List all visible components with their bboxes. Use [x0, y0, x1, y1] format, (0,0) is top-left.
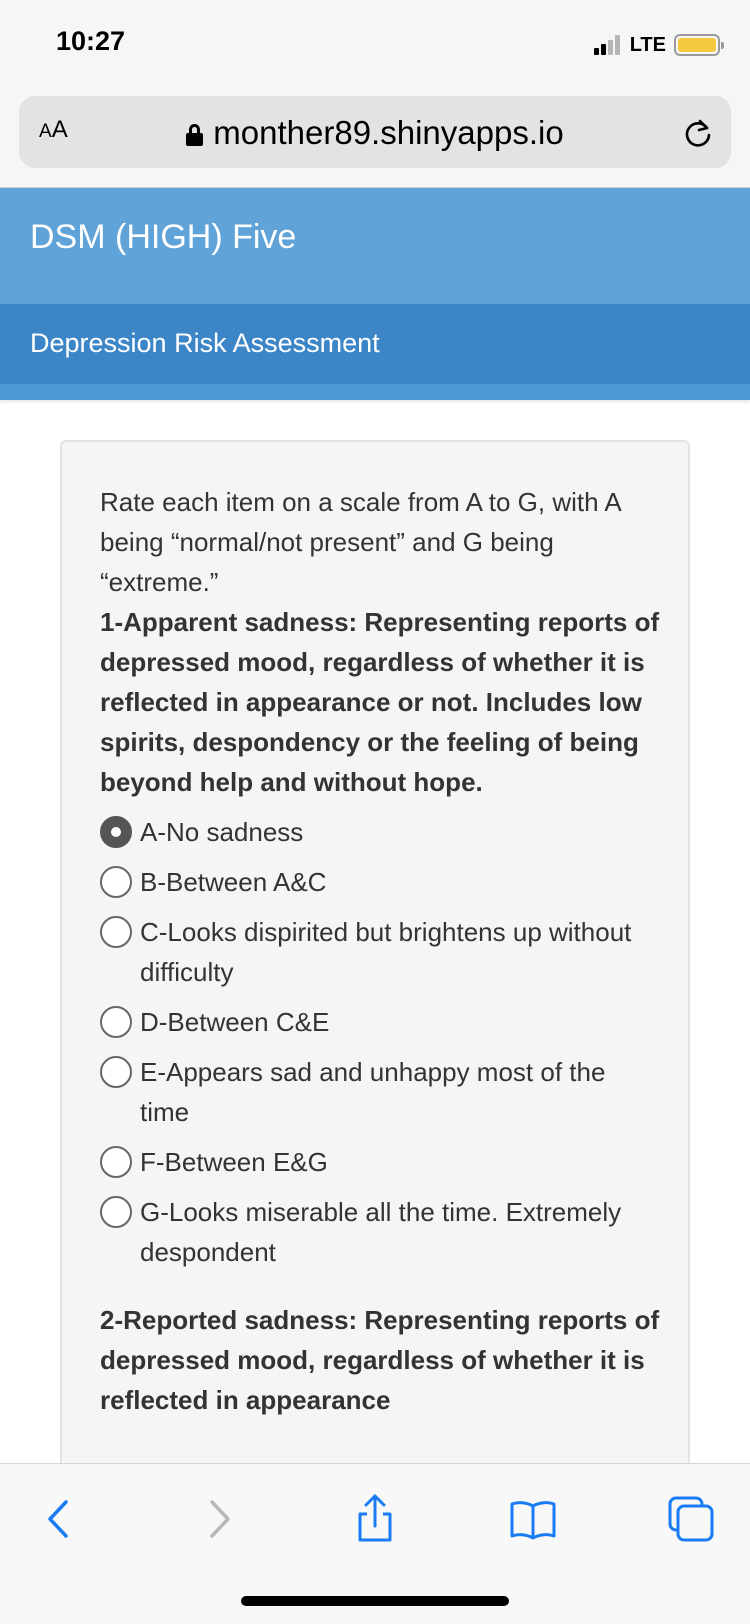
radio-button[interactable] [100, 816, 132, 848]
forward-icon[interactable] [194, 1494, 244, 1544]
radio-option-label: C-Looks dispirited but brightens up without difficulty [140, 917, 632, 987]
status-bar [0, 0, 750, 90]
home-indicator [241, 1596, 509, 1606]
question-1-radio-group [100, 812, 660, 1272]
navbar-divider [0, 384, 750, 400]
battery-icon [674, 34, 720, 56]
tab-depression-risk-assessment[interactable]: Depression Risk Assessment [30, 328, 380, 358]
radio-button[interactable] [100, 1056, 132, 1088]
reload-icon[interactable] [681, 116, 715, 150]
radio-option-label: G-Looks miserable all the time. Extremely despondent [140, 1197, 622, 1267]
radio-button[interactable] [100, 1006, 132, 1038]
browser-address-area [0, 90, 750, 188]
share-icon[interactable] [350, 1494, 400, 1544]
radio-option-label: F-Between E&G [140, 1147, 328, 1177]
radio-button[interactable] [100, 1146, 132, 1178]
status-time: 10:27 [56, 26, 126, 56]
status-indicators [594, 32, 720, 58]
radio-button[interactable] [100, 1196, 132, 1228]
radio-option-d[interactable] [100, 1002, 660, 1042]
signal-icon [594, 35, 622, 55]
question-1-label: 1-Apparent sadness: Representing reports of depressed mood, regardless of whether it is reflected in appearance or not. Includes low spirits, despondency or the feeling of being beyond help and without hope. [100, 607, 660, 797]
app-tab-bar [0, 304, 750, 384]
radio-option-label: B-Between A&C [140, 867, 327, 897]
lock-icon [186, 124, 203, 146]
address-bar[interactable] [19, 96, 731, 168]
radio-option-e[interactable] [100, 1052, 660, 1132]
radio-option-label: A-No sadness [140, 817, 304, 847]
radio-option-a[interactable] [100, 812, 660, 852]
form-panel [60, 440, 690, 1540]
instructions-text: Rate each item on a scale from A to G, with A being “normal/not present” and G being “extreme.” [100, 487, 621, 597]
back-icon[interactable] [34, 1494, 84, 1544]
radio-option-label: D-Between C&E [140, 1007, 330, 1037]
radio-option-c[interactable] [100, 912, 660, 992]
radio-option-b[interactable] [100, 862, 660, 902]
network-type: LTE [629, 33, 666, 56]
reader-text-size-button[interactable]: AA [39, 116, 68, 143]
app-navbar [0, 188, 750, 304]
bookmarks-icon[interactable] [508, 1494, 558, 1544]
tabs-icon[interactable] [666, 1494, 716, 1544]
radio-button[interactable] [100, 916, 132, 948]
radio-option-g[interactable] [100, 1192, 660, 1272]
question-2-label: 2-Reported sadness: Representing reports of depressed mood, regardless of whether it is reflected in appearance [100, 1305, 660, 1415]
radio-option-label: E-Appears sad and unhappy most of the time [140, 1057, 606, 1127]
app-title[interactable]: DSM (HIGH) Five [30, 218, 297, 256]
url-text: monther89.shinyapps.io [213, 114, 564, 151]
url-display[interactable] [19, 114, 731, 152]
radio-button[interactable] [100, 866, 132, 898]
radio-option-f[interactable] [100, 1142, 660, 1182]
